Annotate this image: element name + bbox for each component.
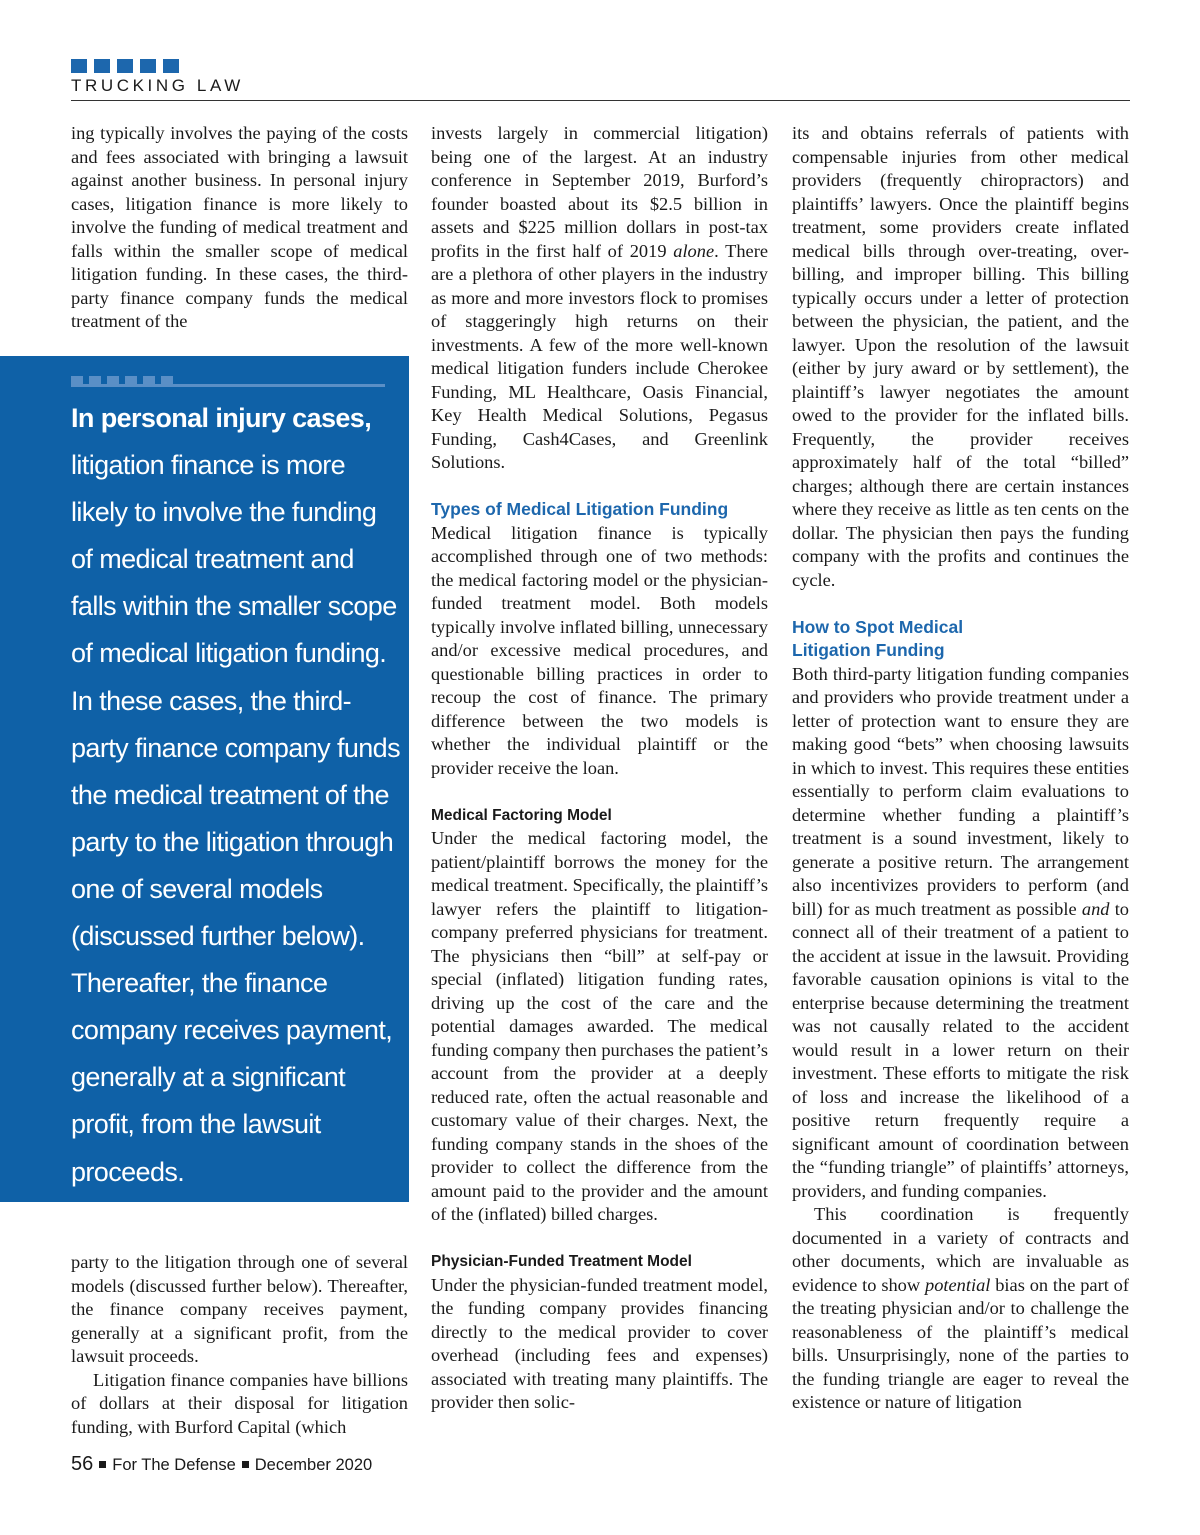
paragraph: Under the physician-funded treatment model, the funding company provides financing directly to the medical provider to cover overhead (including fees and expenses) associated with treating many plaintiffs. The provider then solic- [431,1274,768,1412]
paragraph [792,663,1129,1204]
pull-quote-square [107,376,119,387]
pull-quote-square [71,376,83,387]
heading-line: How to Spot Medical [792,616,964,637]
text-run: Both third-party litigation funding companies and providers who provide treatment under a letter of protection want to ensure they are making good “bets” when choosing lawsuits in which to invest. This requires these entities essentially to perform claim evaluations to determine whether funding a plaintiff’s treatment is a sound investment, likely to generate a positive return. The arrangement also incentivizes providers to perform (and bill) for as much treatment as possible [792,663,1129,919]
heading-types-of-medical-litigation-funding: Types of Medical Litigation Funding [431,499,729,519]
pull-quote-square [143,376,155,387]
header-square [117,59,133,73]
header-square [163,59,179,73]
text-run: . There are a plethora of other players in the industry as more and more investors flock to promises of staggeringly high returns on their investments. A few of the more well-known medical litigation funders include Cherokee Funding, ML Healthcare, Oasis Financial, Key Health Medical Solutions, Pegasus Funding, Cash4Cases, and Greenlink Solutions. [431,240,768,472]
heading-how-to-spot-medical-litigation-funding [792,616,1129,663]
footer-separator [242,1461,249,1468]
paragraph: Litigation finance companies have billions of dollars at their disposal for litigation funding, with Burford Capital (which [71,1369,408,1437]
paragraph: Medical litigation finance is typically accomplished through one of two methods: the medical factoring model or the physician-funded treatment model. Both models typically involve inflated billing, unnecessary and/or excessive medical procedures, and questionable billing practices in order to recoup the cost of finance. The primary difference between the two models is whether the individual plaintiff or the provider receive the loan. [431,522,768,778]
pull-quote-text [71,395,401,1196]
column-2 [431,122,768,1444]
paragraph: party to the litigation through one of several models (discussed further below). Thereafter, the finance company receives payment, generally at a significant profit, from the lawsuit proceeds. [71,1252,408,1366]
italic-text: and [1081,898,1110,919]
heading-medical-factoring-model: Medical Factoring Model [431,806,612,824]
issue-date: December 2020 [254,1456,373,1474]
header-square [71,59,87,73]
column-1-top [71,122,408,334]
publication-name: For The Defense [112,1456,236,1474]
italic-text: potential [925,1274,991,1295]
paragraph: ing typically involves the paying of the costs and fees associated with bringing a lawsuit against another business. In personal injury cases, litigation finance is more likely to involve the funding of medical treatment and falls within the smaller scope of medical litigation funding. In these cases, the third-party finance company funds the medical treatment of the [71,123,408,331]
section-label: TRUCKING LAW [71,76,244,95]
paragraph: its and obtains referrals of patients with compensable injuries from other medical providers (frequently chiropractors) and plaintiffs’ lawyers. Once the plaintiff begins treatment, some providers create inflated medical bills through over-treating, over-billing, and improper billing. This billing typically occurs under a letter of protection between the physician, the patient, and the lawyer. Upon the resolution of the lawsuit (either by jury award or by settlement), the plaintiff’s lawyer negotiates the amount owed to the provider for the inflated bills. Frequently, the provider receives approximately half of the total “billed” charges; although there are certain instances where they receive as little as ten cents on the dollar. The physician then pays the funding company with the profits and continues the cycle. [792,123,1129,590]
pull-quote-square [89,376,101,387]
page-number: 56 [71,1453,94,1475]
header-rule [71,100,1130,101]
text-run: This coordination is frequently documented in a variety of contracts and other documents, which are invaluable as evidence to show [792,1204,1129,1295]
column-3 [792,122,1129,1444]
page-footer [71,1453,372,1476]
pull-quote-square [125,376,137,387]
italic-text: alone [673,240,715,261]
header-square [94,59,110,73]
text-run: to connect all of their treatment of a patient to the accident at issue in the lawsuit. Providing favorable causation opinions is vital to the enterprise because determining the treatment was not causally related to the accident would result in a lower return on their investment. These efforts to mitigate the risk of loss and increase the likelihood of a positive return frequently require a significant amount of coordination between the “funding triangle” of plaintiffs’ attorneys, providers, and funding companies. [792,898,1129,1201]
pull-quote-squares-decoration [71,376,173,387]
paragraph [792,1203,1129,1415]
text-run: invests largely in commercial litigation) being one of the largest. At an industry conference in September 2019, Burford’s founder boasted about its $2.5 billion in assets and $225 million dollars in post-tax profits in the first half of 2019 [431,123,768,261]
footer-separator [99,1461,106,1468]
paragraph: Under the medical factoring model, the patient/plaintiff borrows the money for the medical treatment. Specifically, the plaintiff’s lawyer refers the plaintiff to litigation-company preferred physicians for treatment. The physicians then “bill” at self-pay or special (inflated) litigation funding rates, driving up the cost of the care and the potential damages awarded. The medical funding company then purchases the patient’s account from the provider at a deeply reduced rate, often the actual reasonable and customary value of their charges. Next, the funding company stands in the shoes of the provider to collect the difference from the amount paid to the provider and the amount of the (inflated) billed charges. [431,828,768,1224]
paragraph [431,122,768,475]
heading-physician-funded-treatment-model: Physician-Funded Treatment Model [431,1253,692,1270]
pull-quote-body: litigation finance is more likely to involve the funding of medical treatment and falls within the smaller scope of medical litigation funding. In these cases, the third-party finance company funds the medical treatment of the party to the litigation through one of several models (discussed further below). Thereafter, the finance company receives payment, generally at a significant profit, from the lawsuit proceeds. [71,450,400,1187]
pull-quote-lead: In personal injury cases, [71,403,372,433]
column-1-bottom [71,1251,408,1441]
pull-quote-box [0,356,409,1202]
pull-quote-square [161,376,173,387]
header-square [140,59,156,73]
text-run: bias on the part of the treating physician and/or to challenge the reasonableness of the plaintiff’s medical bills. Unsurprisingly, none of the parties to the funding triangle are eager to reveal the existence or nature of litigation [792,1274,1129,1412]
heading-line: Litigation Funding [792,640,945,660]
header-squares-decoration [71,59,179,73]
